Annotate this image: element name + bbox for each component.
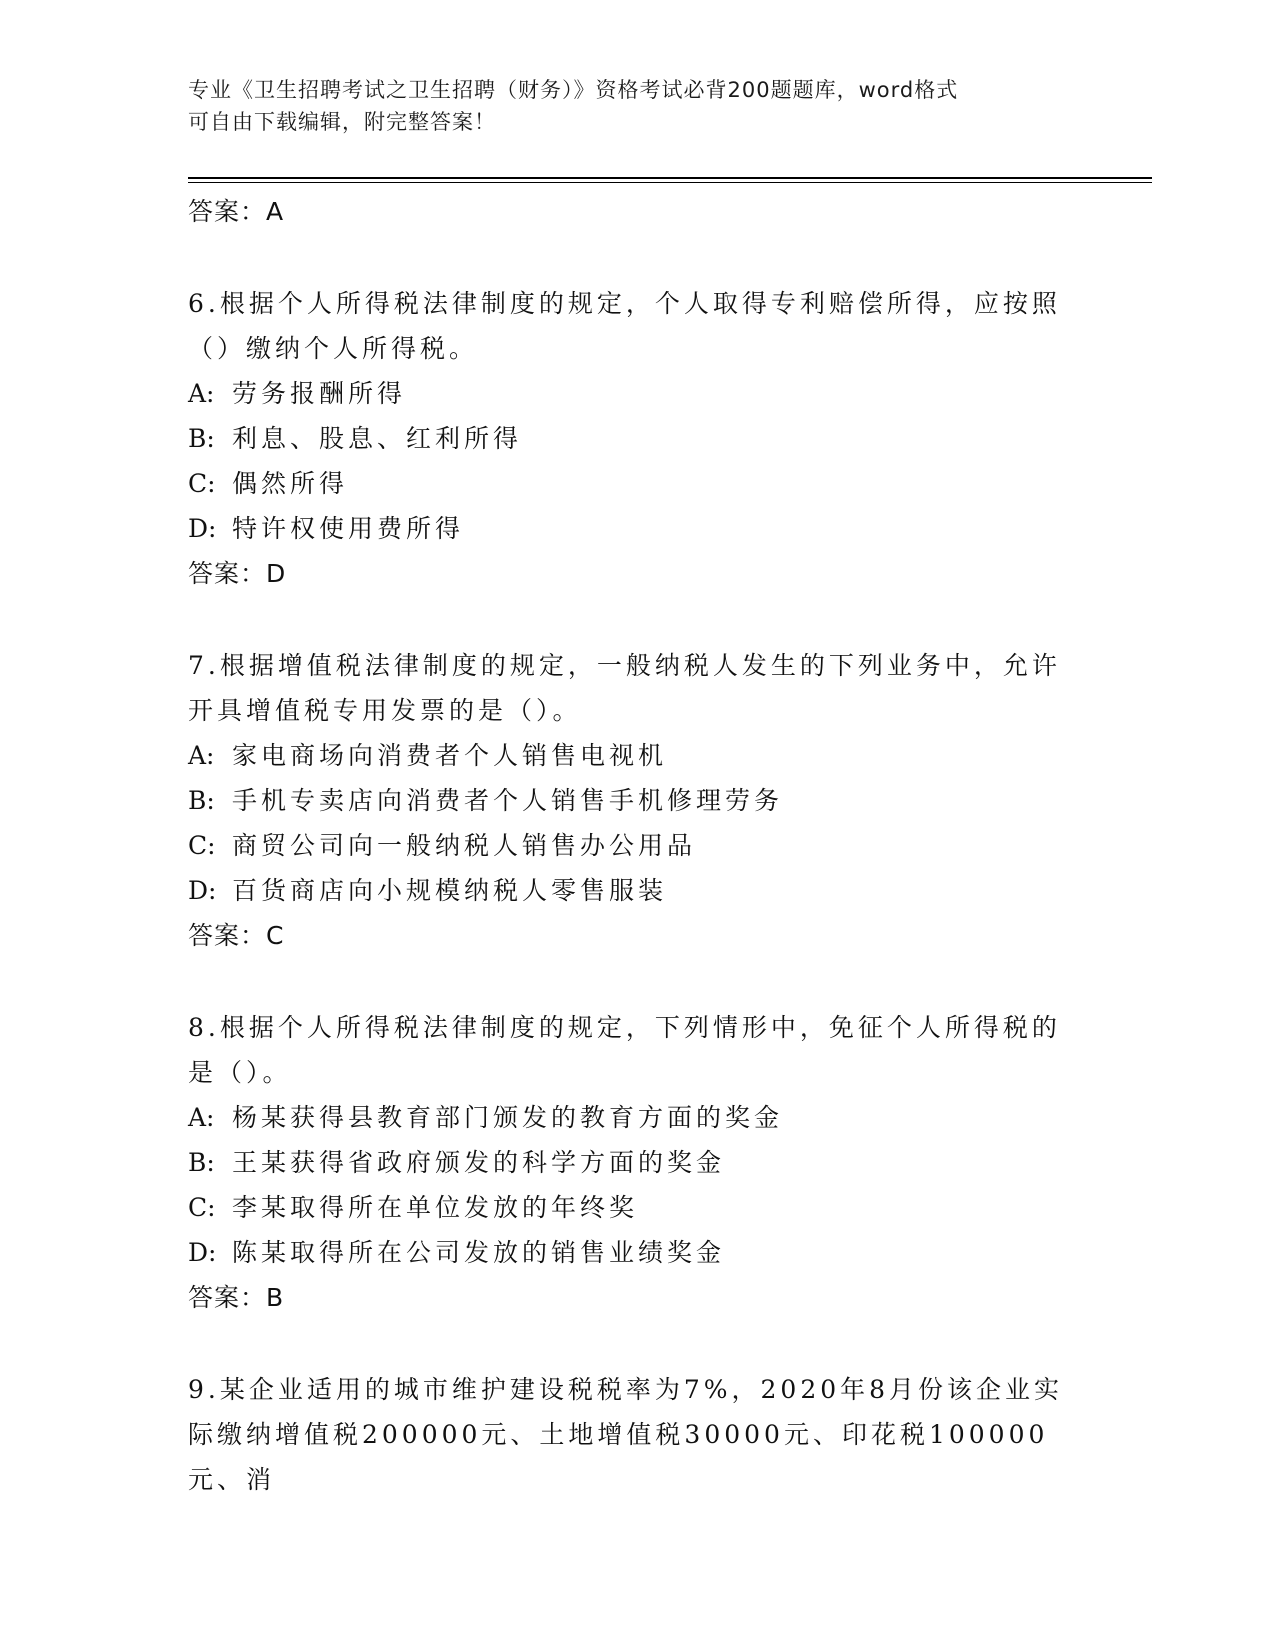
- question-text: 6.根据个人所得税法律制度的规定，个人取得专利赔偿所得，应按照（）缴纳个人所得税。: [188, 289, 1061, 363]
- option-b: [188, 416, 1088, 461]
- question-9: [188, 1367, 1088, 1502]
- option-a: [188, 1095, 1088, 1140]
- option-text: 陈某取得所在公司发放的销售业绩奖金: [232, 1238, 726, 1267]
- question-text: 9.某企业适用的城市维护建设税税率为7%，2020年8月份该企业实际缴纳增值税200000元、土地增值税30000元、印花税100000元、消: [188, 1375, 1064, 1494]
- option-text: 手机专卖店向消费者个人销售手机修理劳务: [232, 786, 784, 815]
- option-text: 偶然所得: [232, 469, 349, 498]
- option-letter: A:: [188, 741, 215, 770]
- option-b: [188, 778, 1088, 823]
- option-letter: C:: [188, 831, 216, 860]
- option-text: 王某获得省政府颁发的科学方面的奖金: [232, 1148, 726, 1177]
- option-text: 杨某获得县教育部门颁发的教育方面的奖金: [232, 1103, 784, 1132]
- option-text: 劳务报酬所得: [232, 379, 407, 408]
- question-8: [188, 1005, 1088, 1320]
- option-text: 百货商店向小规模纳税人零售服装: [232, 876, 668, 905]
- option-text: 利息、股息、红利所得: [232, 424, 523, 453]
- question-text: 8.根据个人所得税法律制度的规定，下列情形中，免征个人所得税的是（）。: [188, 1013, 1061, 1087]
- question-list: [188, 189, 1088, 1502]
- option-c: [188, 461, 1088, 506]
- option-d: [188, 506, 1088, 551]
- option-b: [188, 1140, 1088, 1185]
- header-rule-thin: [188, 182, 1152, 183]
- option-letter: B:: [188, 786, 215, 815]
- option-letter: D:: [188, 876, 217, 905]
- answer-label: 答案：B: [188, 1283, 285, 1312]
- option-d: [188, 868, 1088, 913]
- option-text: 家电商场向消费者个人销售电视机: [232, 741, 668, 770]
- option-letter: C:: [188, 1193, 216, 1222]
- question-7: [188, 643, 1088, 958]
- answer-label: 答案：D: [188, 559, 287, 588]
- option-letter: D:: [188, 514, 217, 543]
- header-line-1: 专业《卫生招聘考试之卫生招聘（财务）》资格考试必背200题题库，word格式: [188, 78, 959, 102]
- question-6: [188, 281, 1088, 596]
- option-letter: B:: [188, 1148, 215, 1177]
- option-c: [188, 823, 1088, 868]
- document-header: [188, 74, 1068, 138]
- option-d: [188, 1230, 1088, 1275]
- option-a: [188, 371, 1088, 416]
- option-letter: D:: [188, 1238, 217, 1267]
- option-letter: C:: [188, 469, 216, 498]
- option-text: 特许权使用费所得: [232, 514, 465, 543]
- option-a: [188, 733, 1088, 778]
- answer-label: 答案：A: [188, 197, 285, 226]
- option-letter: A:: [188, 1103, 215, 1132]
- option-text: 商贸公司向一般纳税人销售办公用品: [232, 831, 697, 860]
- option-letter: A:: [188, 379, 215, 408]
- answer-label: 答案：C: [188, 921, 285, 950]
- option-letter: B:: [188, 424, 215, 453]
- header-line-2: 可自由下载编辑，附完整答案！: [188, 110, 496, 134]
- question-text: 7.根据增值税法律制度的规定，一般纳税人发生的下列业务中，允许开具增值税专用发票的是（）。: [188, 651, 1061, 725]
- option-text: 李某取得所在单位发放的年终奖: [232, 1193, 639, 1222]
- header-rule-thick: [188, 177, 1152, 179]
- option-c: [188, 1185, 1088, 1230]
